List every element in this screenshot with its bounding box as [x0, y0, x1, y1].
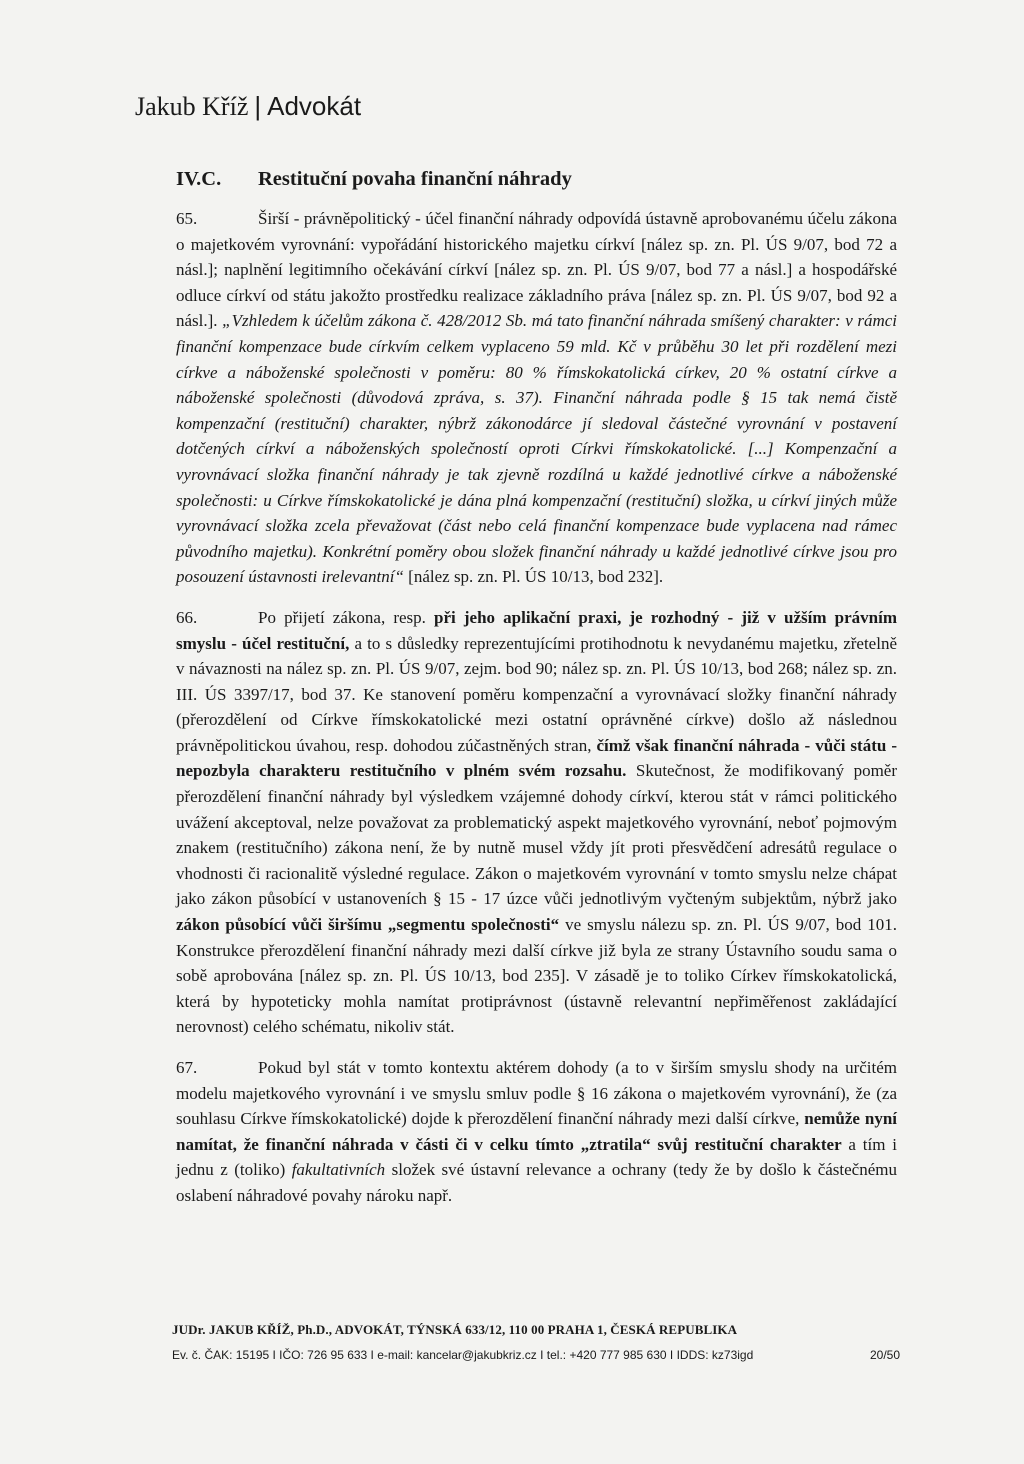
paragraph-emphasis-segment: čímž však finanční náhrada - vůči státu - nepozbyla charakteru restitučního v plném svém rozsahu.	[176, 735, 897, 781]
footer-contact-row	[172, 1348, 900, 1362]
paragraph-number: 67.	[176, 1058, 198, 1077]
footer-contact-details: Ev. č. ČAK: 15195 I IČO: 726 95 633 I e-mail: kancelar@jakubkriz.cz I tel.: +420 777 985 630 I IDDS: kz73igd	[172, 1348, 754, 1362]
paragraph-text-segment: Širší - právněpolitický - účel finanční náhrady odpovídá ústavně aprobovanému účelu zákona o majetkovém vyrovnání: vypořádání historického majetku církví [nález sp. zn. Pl. ÚS 9/07, bod 72 a násl.]; naplnění legitimního očekávání církví [nález sp. zn. Pl. ÚS 9/07, bod 77 a násl.] a hospodářské odluce církví od státu jakožto prostředku realizace základního práva [nález sp. zn. Pl. ÚS 9/07, bod 92 a násl.].	[176, 209, 897, 331]
section-title: Restituční povaha finanční náhrady	[258, 168, 572, 190]
footer-firm-address: JUDr. JAKUB KŘÍŽ, Ph.D., ADVOKÁT, TÝNSKÁ 633/12, 110 00 PRAHA 1, ČESKÁ REPUBLIKA	[172, 1322, 738, 1337]
page-number: 20/50	[869, 1348, 900, 1362]
section-number: IV.C.	[176, 168, 222, 190]
letterhead-separator: |	[254, 91, 262, 121]
paragraph-65	[176, 206, 897, 590]
paragraph-italic-segment: fakultativních	[291, 1160, 386, 1180]
page-footer	[172, 1322, 900, 1362]
paragraph-text-segment: ve smyslu nálezu sp. zn. Pl. ÚS 9/07, bod 101. Konstrukce přerozdělení finanční náhrady mezi další církve již byla ze strany Ústavního soudu sama o sobě aprobována [nález sp. zn. Pl. ÚS 10/13, bod 235]. V zásadě je to toliko Církev římskokatolická, která by hypoteticky mohla namítat protiprávnost (ústavně relevantní nepřiměřenost zakládající nerovnost) celého schématu, nikoliv stát.	[176, 915, 897, 1037]
paragraph-text-segment: a tím i jednu z (toliko)	[176, 1134, 897, 1180]
document-body	[176, 206, 897, 1209]
paragraph-text-segment: Pokud byl stát v tomto kontextu aktérem dohody (a to v širším smyslu shody na určitém modelu majetkového vyrovnání i ve smyslu smluv podle § 16 zákona o majetkovém vyrovnání), že (za souhlasu Církve římskokatolické) dojde k přerozdělení finanční náhrady mezi další církve,	[176, 1058, 897, 1129]
paragraph-67	[176, 1055, 897, 1209]
paragraph-text-segment: složek své ústavní relevance a ochrany (tedy že by došlo k částečnému oslabení náhradové povahy nároku např.	[176, 1160, 897, 1205]
paragraph-text-segment: [nález sp. zn. Pl. ÚS 10/13, bod 232].	[403, 567, 664, 587]
paragraph-emphasis-segment: zákon působící vůči širšímu „segmentu společnosti“	[176, 915, 560, 935]
letterhead-role: Advokát	[267, 91, 362, 121]
paragraph-text-segment: a to s důsledky reprezentujícími protihodnotu k nevydanému majetku, zřetelně v návaznosti na nález sp. zn. Pl. ÚS 9/07, zejm. bod 90; nález sp. zn. Pl. ÚS 10/13, bod 268; nález sp. zn. III. ÚS 3397/17, bod 37. Ke stanovení poměru kompenzační a vyrovnávací složky finanční náhrady (přerozdělení od Církve římskokatolické mezi ostatní oprávněné církve) došlo až následnou právněpolitickou úvahou, resp. dohodou zúčastněných stran,	[176, 633, 897, 755]
paragraph-emphasis-segment: nemůže nyní namítat, že finanční náhrada v části či v celku tímto „ztratila“ svůj restituční charakter	[176, 1109, 897, 1154]
paragraph-66	[176, 605, 897, 1040]
paragraph-emphasis-segment: při jeho aplikační praxi, je rozhodný - již v užším právním smyslu - účel restituční,	[176, 607, 897, 653]
letterhead-name: Jakub Kříž	[135, 92, 249, 121]
section-heading	[176, 168, 572, 191]
paragraph-number: 66.	[176, 607, 198, 627]
letterhead	[135, 91, 361, 122]
paragraph-number: 65.	[176, 209, 198, 228]
paragraph-text-segment: Po přijetí zákona, resp.	[258, 607, 435, 627]
paragraph-text-segment: Skutečnost, že modifikovaný poměr přerozdělení finanční náhrady byl výsledkem vzájemné dohody církví, kterou stát v rámci politického uvážení akceptoval, nelze považovat za problematický aspekt majetkového vyrovnání, neboť pojmovým znakem (restitučního) zákona není, že by nutně musel vždy jít proti přesvědčení adresátů regulace o vhodnosti či racionalitě výsledné regulace. Zákon o majetkovém vyrovnání v tomto smyslu nelze chápat jako zákon působící v ustanoveních § 15 - 17 úzce vůči jednotlivým vyčteným subjektům, nýbrž jako	[176, 761, 897, 909]
paragraph-quote-segment: „Vzhledem k účelům zákona č. 428/2012 Sb. má tato finanční náhrada smíšený charakter: v rámci finanční kompenzace bude církvím celkem vyplaceno 59 mld. Kč v průběhu 30 let při rozdělení mezi církve a náboženské společnosti v poměru: 80 % římskokatolická církev, 20 % ostatní církve a náboženské společnosti (důvodová zpráva, s. 37). Finanční náhrada podle § 15 tak nemá čistě kompenzační (restituční) charakter, nýbrž zákonodárce jí sledoval částečné vyrovnání v postavení dotčených církví a náboženských společností oproti Církvi římskokatolické. [...] Kompenzační a vyrovnávací složka finanční náhrady je tak zjevně rozdílná u každé jednotlivé církve a náboženské společnosti: u Církve římskokatolické je dána plná kompenzační (restituční) složka, u církví jiných může vyrovnávací složka zcela převažovat (část nebo celá finanční kompenzace bude vyplacena nad rámec původního majetku). Konkrétní poměry obou složek finanční náhrady u každé jednotlivé církve jsou pro posouzení ústavnosti irelevantní“	[176, 311, 898, 587]
